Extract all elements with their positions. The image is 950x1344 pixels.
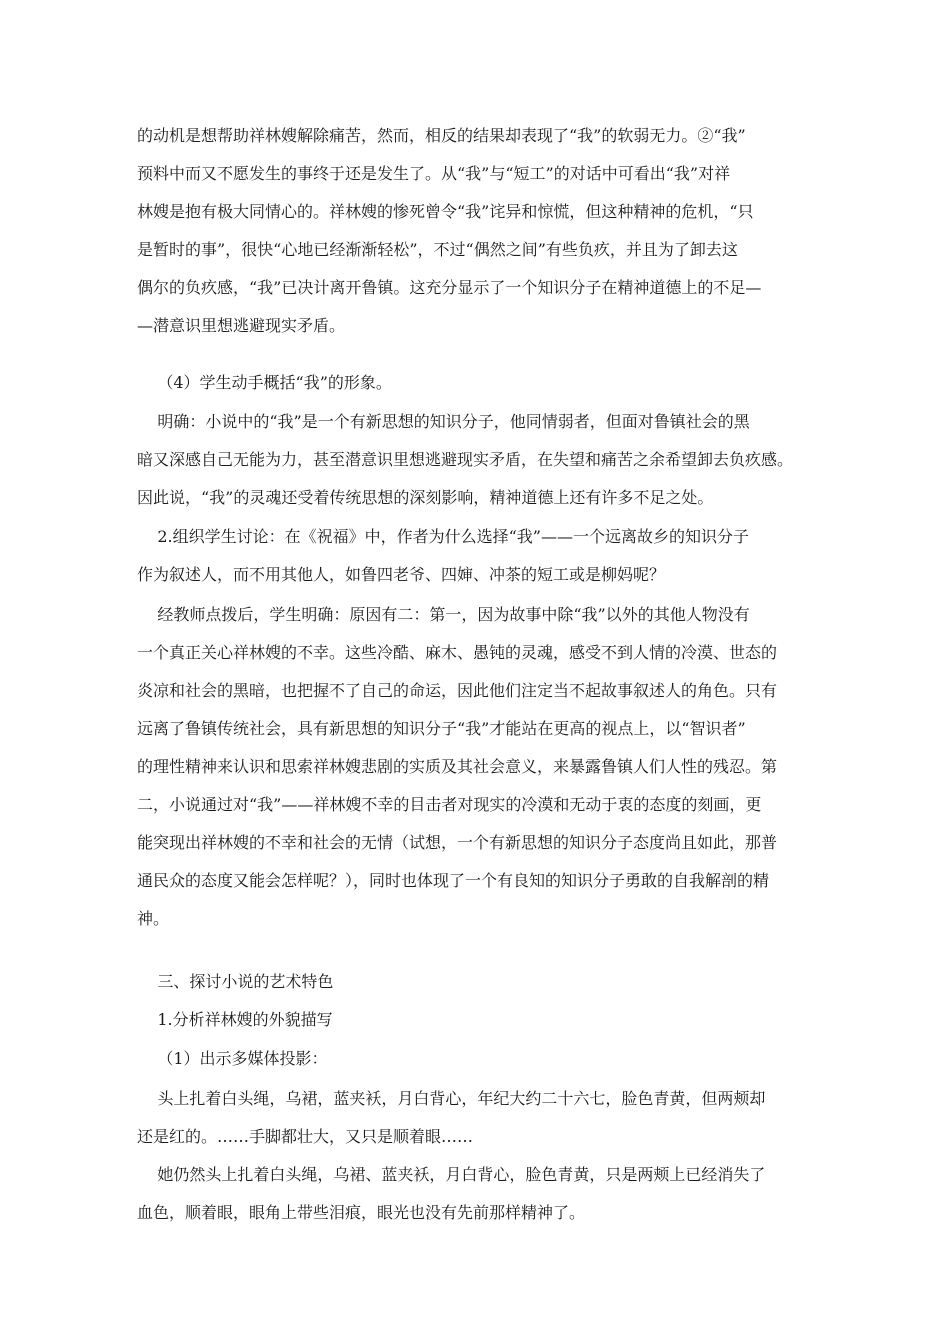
- paragraph-discussion-question: 2.组织学生讨论：在《祝福》中，作者为什么选择“我”——一个远离故乡的知识分子 作为叙述人，而不用其他人，如鲁四老爷、四婶、冲茶的短工或是柳妈呢？: [137, 527, 749, 584]
- paragraph-summarize-image: （4）学生动手概括“我”的形象。: [137, 373, 392, 392]
- section-heading-art-features: 三、探讨小说的艺术特色: [137, 972, 334, 991]
- paragraph-clarification: 明确：小说中的“我”是一个有新思想的知识分子，他同情弱者，但面对鲁镇社会的黑 暗又深感自己无能为力，甚至潜意识里想逃避现实矛盾，在失望和痛苦之余希望卸去负疚感。 因此说，“我”的灵魂还受着传统思想的深刻影响，精神道德上还有许多不足之处。: [137, 412, 794, 507]
- quote-first-appearance: 头上扎着白头绳，乌裙，蓝夹袄，月白背心，年纪大约二十六七，脸色青黄，但两颊却 还是红的。……手脚都壮大，又只是顺着眼……: [137, 1089, 766, 1146]
- item-multimedia: （1）出示多媒体投影：: [137, 1049, 328, 1068]
- paragraph-discussion-answer: 经教师点拨后，学生明确：原因有二：第一，因为故事中除“我”以外的其他人物没有 一个真正关心祥林嫂的不幸。这些冷酷、麻木、愚钝的灵魂，感受不到人情的冷漠、世态的 炎凉和社会的黑暗，也把握不了自己的命运，因此他们注定当不起故事叙述人的角色。只有 远离了鲁镇传统社会，具有新思想的知识分子“我”才能站在更高的视点上，以“智识者” 的理性精神来认识和思索祥林嫂悲剧的实质及其社会意义，来暴露鲁镇人们人性的残忍。第 二，小说通过对“我”——祥林嫂不幸的目击者对现实的冷漠和无动于衷的态度的刻画，更 能突现出祥林嫂的不幸和社会的无情（试想，一个有新思想的知识分子态度尚且如此，那普 通民众的态度又能会怎样呢？），同时也体现了一个有良知的知识分子勇敢的自我解剖的精 神。: [137, 605, 778, 928]
- quote-second-appearance: 她仍然头上扎着白头绳，乌裙、蓝夹袄，月白背心，脸色青黄，只是两颊上已经消失了 血色，顺着眼，眼角上带些泪痕，眼光也没有先前那样精神了。: [137, 1165, 766, 1222]
- subheading-appearance: 1.分析祥林嫂的外貌描写: [137, 1010, 333, 1029]
- paragraph-narrator-motive: 的动机是想帮助祥林嫂解除痛苦，然而，相反的结果却表现了“我”的软弱无力。②“我” 预料中而又不愿发生的事终于还是发生了。从“我”与“短工”的对话中可看出“我”对祥 林嫂是抱有极大同情心的。祥林嫂的惨死曾令“我”诧异和惊慌，但这种精神的危机，“只 是暂时的事”，很快“心地已经渐渐轻松”，不过“偶然之间”有些负疚，并且为了卸去这 偶尔的负疚感，“我”已决计离开鲁镇。这充分显示了一个知识分子在精神道德上的不足— —潜意识里想逃避现实矛盾。: [137, 126, 762, 335]
